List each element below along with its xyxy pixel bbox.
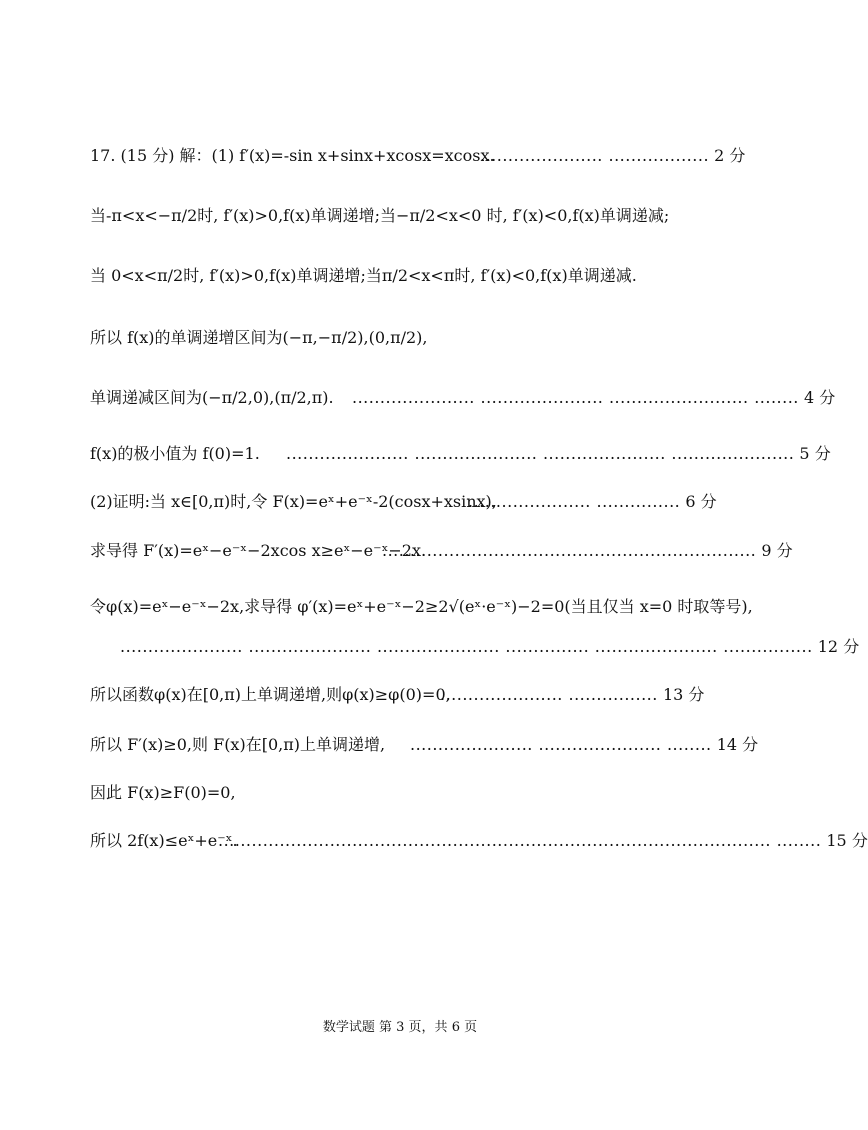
solution-text: 当 0<x<π/2时, f′(x)>0,f(x)单调递增;当π/2<x<π时, f′(x)<0,f(x)单调递减. [90,266,637,285]
score-label: 2 分 [714,146,746,165]
solution-text: 所以 f(x)的单调递增区间为(−π,−π/2),(0,π/2), [90,328,428,347]
solution-text: 当-π<x<−π/2时, f′(x)>0,f(x)单调递增;当−π/2<x<0 时, f′(x)<0,f(x)单调递减; [90,206,670,225]
score-dots: ...................... ...................... ......................... ........ [352,388,799,407]
score-label: 15 分 [826,831,868,850]
score-label: 12 分 [817,637,860,656]
score-label: 4 分 [803,388,836,407]
score-label: 5 分 [799,444,831,463]
score-dots: ................................................................................................... ........ [218,831,822,850]
score-dots: ...................... ............... [468,492,681,511]
score-label: 13 分 [662,685,705,704]
score-label: 14 分 [716,735,759,754]
solution-text: 所以 F′(x)≥0,则 F(x)在[0,π)上单调递增, [90,735,386,754]
score-dots: ...................... ...................... ...................... ...................... [286,444,795,463]
solution-text: 所以 2f(x)≤eˣ+e⁻ˣ. [90,831,238,850]
solution-text: (2)证明:当 x∈[0,π)时,令 F(x)=eˣ+e⁻ˣ-2(cosx+xsinx), [90,492,497,511]
score-dots: ...................... ................ [440,685,658,704]
score-dots: ...................... .................. [480,146,710,165]
solution-text: 所以函数φ(x)在[0,π)上单调递增,则φ(x)≥φ(0)=0, [90,685,451,704]
score-dots: ...................... ...................... ...................... ............... ...................... ................ [120,637,813,656]
solution-text: 令φ(x)=eˣ−e⁻ˣ−2x,求导得 φ′(x)=eˣ+e⁻ˣ−2≥2√(eˣ·e⁻ˣ)−2=0(当且仅当 x=0 时取等号), [90,597,753,616]
page-footer: 数学试题 第 3 页，共 6 页 [322,1020,478,1035]
solution-text: f(x)的极小值为 f(0)=1. [90,444,260,463]
score-label: 9 分 [761,541,793,560]
solution-text: 单调递减区间为(−π/2,0),(π/2,π). [90,388,334,407]
score-dots: ...................... ...................... ........ [410,735,712,754]
score-label: 6 分 [685,492,717,511]
solution-text: 因此 F(x)≥F(0)=0, [90,783,236,802]
score-dots: ................................................................... [382,541,757,560]
solution-text: 17. (15 分) 解：(1) f′(x)=-sin x+sinx+xcosx=xcosx. [90,146,495,165]
solution-text: 求导得 F′(x)=eˣ−e⁻ˣ−2xcos x≥eˣ−e⁻ˣ−2x. [90,541,427,560]
